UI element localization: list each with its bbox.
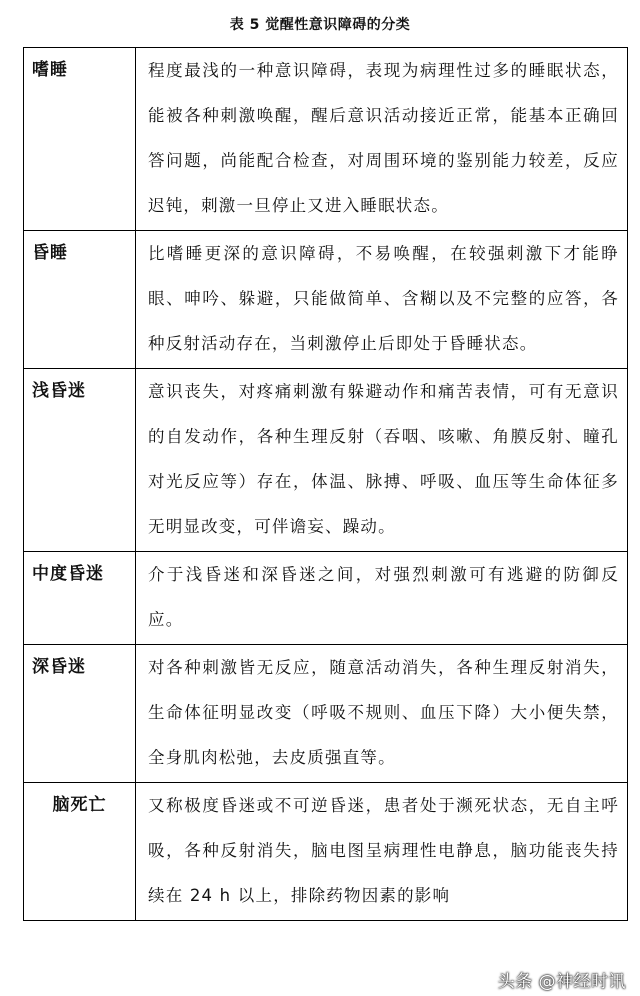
description-cell: 又称极度昏迷或不可逆昏迷，患者处于濒死状态，无自主呼吸，各种反射消失，脑电图呈病理性电静息，脑功能丧失持续在 24 h 以上，排除药物因素的影响 — [136, 783, 628, 921]
table-row — [24, 645, 628, 783]
classification-table — [23, 47, 628, 921]
term-cell: 昏睡 — [24, 231, 136, 369]
term-cell: 浅昏迷 — [24, 369, 136, 552]
table-row — [24, 783, 628, 921]
term-cell: 脑死亡 — [24, 783, 136, 921]
watermark: 头条 @神经时讯 — [497, 972, 626, 992]
term-cell: 嗜睡 — [24, 48, 136, 231]
table-row — [24, 552, 628, 645]
table-row — [24, 48, 628, 231]
description-cell: 比嗜睡更深的意识障碍，不易唤醒，在较强刺激下才能睁眼、呻吟、躲避，只能做简单、含糊以及不完整的应答，各种反射活动存在，当刺激停止后即处于昏睡状态。 — [136, 231, 628, 369]
description-cell: 对各种刺激皆无反应，随意活动消失，各种生理反射消失，生命体征明显改变（呼吸不规则、血压下降）大小便失禁，全身肌肉松弛，去皮质强直等。 — [136, 645, 628, 783]
table-title: 表 5 觉醒性意识障碍的分类 — [229, 17, 411, 33]
table-row — [24, 369, 628, 552]
description-cell: 介于浅昏迷和深昏迷之间，对强烈刺激可有逃避的防御反应。 — [136, 552, 628, 645]
description-cell: 意识丧失，对疼痛刺激有躲避动作和痛苦表情，可有无意识的自发动作，各种生理反射（吞咽、咳嗽、角膜反射、瞳孔对光反应等）存在，体温、脉搏、呼吸、血压等生命体征多无明显改变，可伴谵妄、躁动。 — [136, 369, 628, 552]
term-cell: 中度昏迷 — [24, 552, 136, 645]
description-cell: 程度最浅的一种意识障碍，表现为病理性过多的睡眠状态，能被各种刺激唤醒，醒后意识活动接近正常，能基本正确回答问题，尚能配合检查，对周围环境的鉴别能力较差，反应迟钝，刺激一旦停止又进入睡眠状态。 — [136, 48, 628, 231]
term-cell: 深昏迷 — [24, 645, 136, 783]
table-row — [24, 231, 628, 369]
